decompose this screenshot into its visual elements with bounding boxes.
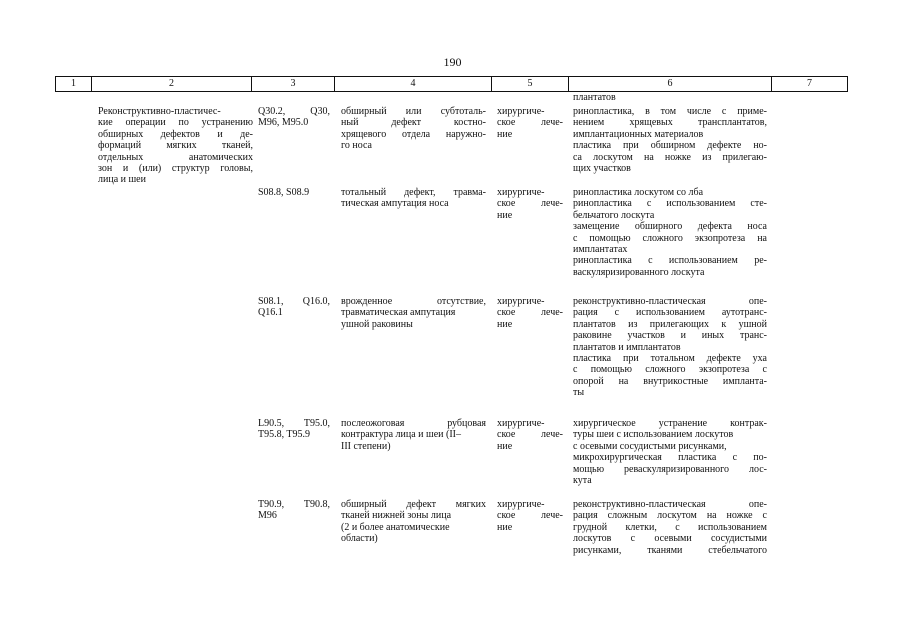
column-header-3: 3: [252, 77, 335, 91]
row-3-codes: S08.1, Q16.0, Q16.1: [258, 296, 330, 319]
column-header-1: 1: [55, 77, 92, 91]
row-2-diagnosis: тотальный дефект, травма- тическая ампутация носа: [341, 187, 486, 210]
group-name-line: кие операции по устранению: [98, 117, 253, 129]
column-header-2: 2: [92, 77, 252, 91]
row-1-diagnosis: обширный или субтоталь- ный дефект костно- хрящевого отдела наружно- го носа: [341, 106, 486, 152]
group-name-line: формаций мягких тканей,: [98, 140, 253, 152]
row-2-codes: S08.8, S08.9: [258, 187, 310, 198]
group-name-line: Реконструктивно-пластичес-: [98, 106, 221, 117]
group-name-line: обширных дефектов и де-: [98, 128, 253, 140]
row-5-codes: T90.9, T90.8, M96: [258, 499, 330, 522]
column-header-5: 5: [492, 77, 569, 91]
row-1-methods: ринопластика, в том числе с приме- нением хрящевых трансплантатов, имплантационных материалов пластика при обширном дефекте но- са лоскутом на ножке из прилегаю- щих участков: [573, 106, 767, 175]
column-header-7: 7: [772, 77, 848, 91]
row-5-treatment: хирургиче- ское лече- ние: [497, 499, 563, 533]
row-5-methods: реконструктивно-пластическая опе- рация сложным лоскутом на ножке с грудной клетки, с использованием лоскутов с осевыми сосудистыми рисунками, тканями стебельчатого: [573, 499, 767, 556]
column-number-row: [55, 76, 848, 92]
group-name-line: отдельных анатомических: [98, 151, 253, 163]
row-1-codes: Q30.2, Q30, M96, M95.0: [258, 106, 330, 129]
column-header-6: 6: [569, 77, 772, 91]
procedure-group-name: [98, 106, 253, 186]
row-2-treatment: хирургиче- ское лече- ние: [497, 187, 563, 221]
group-name-line: лица и шеи: [98, 174, 146, 186]
medical-procedures-table: [55, 76, 848, 556]
row-4-methods: хирургическое устранение контрак- туры шеи с использованием лоскутов с осевыми сосудистыми рисунками, микрохирургическая пластика с по- мощью реваскуляризированного лос- кута: [573, 418, 767, 487]
row-2-methods: ринопластика лоскутом со лба ринопластика с использованием сте- бельчатого лоскута замещение обширного дефекта носа с помощью сложного экзопротеза на имплантатах ринопластика с использованием ре- васкуляризированного лоскута: [573, 187, 767, 278]
row-3-methods: реконструктивно-пластическая опе- рация с использованием аутотранс- плантатов из прилегающих к ушной раковине участков и иных транс- плантатов и имплантатов пластика при тотальном дефекте уха с помощью сложного экзопротеза с опорой на внутрикостные импланта- ты: [573, 296, 767, 399]
row-3-diagnosis: врожденное отсутствие, травматическая ампутация ушной раковины: [341, 296, 486, 330]
row-4-diagnosis: послеожоговая рубцовая контрактура лица и шеи (II– III степени): [341, 418, 486, 452]
row-1-treatment: хирургиче- ское лече- ние: [497, 106, 563, 140]
column-header-4: 4: [335, 77, 492, 91]
group-name-line: зон и (или) структур головы,: [98, 163, 253, 175]
row-4-treatment: хирургиче- ское лече- ние: [497, 418, 563, 452]
row-3-treatment: хирургиче- ское лече- ние: [497, 296, 563, 330]
row-4-codes: L90.5, T95.0, T95.8, T95.9: [258, 418, 330, 441]
page-number: 190: [443, 55, 462, 69]
row-5-diagnosis: обширный дефект мягких тканей нижней зоны лица (2 и более анатомические области): [341, 499, 486, 545]
carryover-text: плантатов: [573, 92, 616, 103]
